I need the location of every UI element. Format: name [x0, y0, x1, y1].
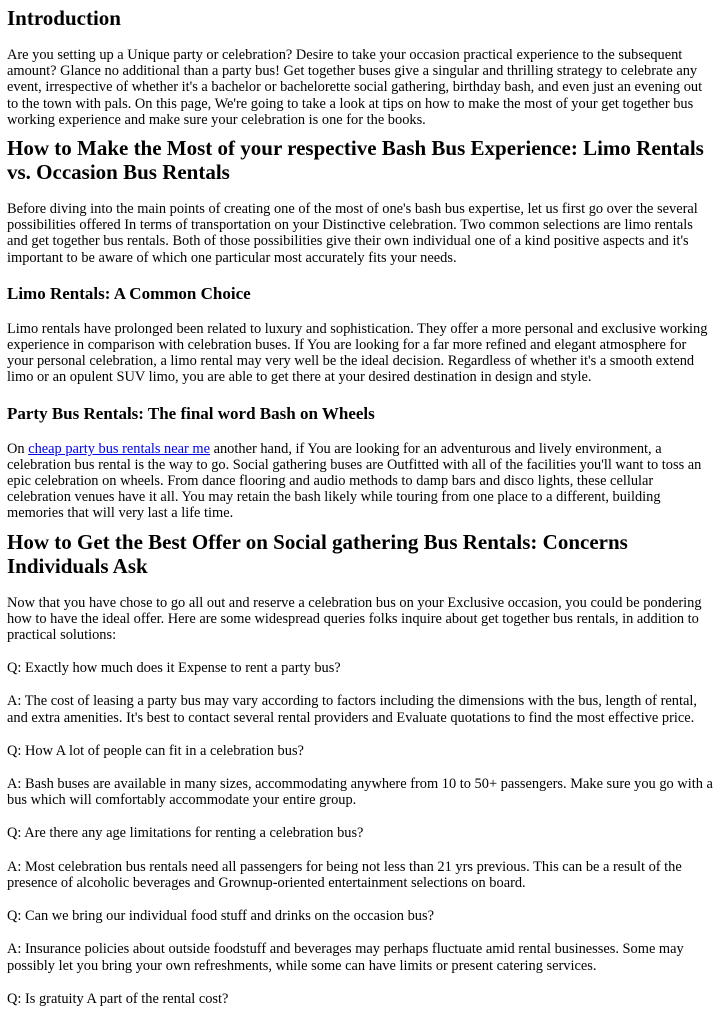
faq-answer: A: Insurance policies about outside foodstuff and beverages may perhaps fluctuate amid rental businesses. Some may possibly let you bring your own refreshments, while some can have limits or present catering services.: [7, 941, 684, 974]
intro-heading: Introduction: [7, 6, 121, 30]
section2-heading: How to Get the Best Offer on Social gathering Bus Rentals: Concerns Individuals Ask: [7, 529, 628, 578]
partybus-paragraph-suffix: another hand, if You are looking for an adventurous and lively environment, a celebration bus rental is the way to go. Social gathering buses are Outfitted with all of the facilities you'll want to toss an epic celebration on wheels. From dance flooring and audio methods to damp bars and disco lights, these cellular celebration venues have it all. You may retain the bash likely while touring from one place to a different, building memories that will very last a life time.: [7, 440, 702, 522]
faq-question: Q: How A lot of people can fit in a celebration bus?: [7, 742, 304, 759]
section2-paragraph: Now that you have chose to go all out and reserve a celebration bus on your Exclusive occasion, you could be pondering how to have the ideal offer. Here are some widespread queries folks inquire about get together bus rentals, in addition to practical solutions:: [7, 594, 702, 644]
faq-answer: A: Most celebration bus rentals need all passengers for being not less than 21 yrs previous. This can be a result of the presence of alcoholic beverages and Grownup-oriented entertainment selections on board.: [7, 858, 682, 891]
partybus-paragraph: [7, 441, 713, 522]
partybus-paragraph-prefix: On: [7, 440, 29, 457]
faq-question: Q: Can we bring our individual food stuff and drinks on the occasion bus?: [7, 908, 434, 925]
section1-paragraph: Before diving into the main points of creating one of the most of one's bash bus expertise, let us first go over the several possibilities offered In terms of transportation on your Distinctive celebration. Two common selections are limo rentals and get together bus rentals. Both of those possibilities give their own individual one of a kind positive aspects and it's important to be aware of which one particular most accurately fits your needs.: [7, 201, 698, 266]
intro-paragraph: Are you setting up a Unique party or celebration? Desire to take your occasion practical experience to the subsequent amount? Glance no additional than a party bus! Get together buses give a singular and thrilling strategy to celebrate any event, irrespective of whether it's a bachelor or bachelorette social gathering, birthday bash, and even just an evening out to the town with pals. On this page, We're going to take a look at tips on how to make the most of your get together bus working experience and make sure your celebration is one for the books.: [7, 47, 703, 128]
limo-heading: Limo Rentals: A Common Choice: [7, 283, 251, 303]
faq-answer: A: Bash buses are available in many sizes, accommodating anywhere from 10 to 50+ passengers. Make sure you go with a bus which will comfortably accommodate your entire group.: [7, 776, 713, 809]
faq-question: Q: Is gratuity A part of the rental cost?: [7, 990, 229, 1007]
section1-heading: How to Make the Most of your respective Bash Bus Experience: Limo Rentals vs. Occasion Bus Rentals: [7, 136, 704, 185]
limo-paragraph: Limo rentals have prolonged been related to luxury and sophistication. They offer a more personal and exclusive working experience in comparison with celebration buses. If You are looking for a far more refined and elegant atmosphere for your personal celebration, a limo rental may very well be the ideal decision. Regardless of whether it's a smooth extend limo or an opulent SUV limo, you are able to get there at your desired destination in design and style.: [7, 320, 708, 386]
party-bus-rentals-link[interactable]: cheap party bus rentals near me: [28, 440, 210, 457]
faq-question: Q: Are there any age limitations for renting a celebration bus?: [7, 825, 364, 842]
partybus-heading: Party Bus Rentals: The final word Bash on Wheels: [7, 403, 375, 423]
faq-question: Q: Exactly how much does it Expense to rent a party bus?: [7, 660, 341, 677]
faq-answer: A: The cost of leasing a party bus may vary according to factors including the dimensions with the bus, length of rental, and extra amenities. It's best to contact several rental providers and Evaluate quotations to find the most effective price.: [7, 693, 697, 726]
document-page: [0, 6, 720, 1007]
